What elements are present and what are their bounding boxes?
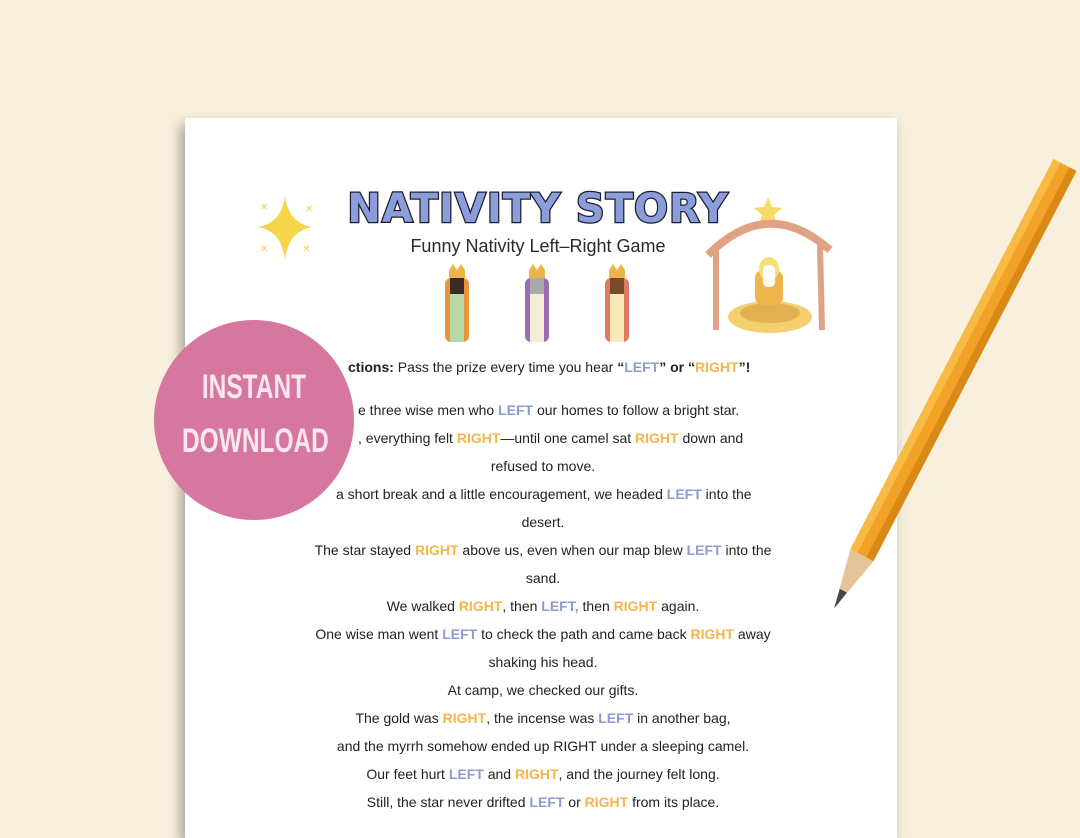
- story-line: [185, 794, 901, 810]
- text-segment: “: [617, 359, 625, 375]
- page-subtitle: Funny Nativity Left–Right Game: [410, 236, 666, 256]
- wise-man-1: [445, 264, 469, 342]
- text-segment: The star stayed: [314, 542, 415, 558]
- text-segment: Still, the star never drifted: [366, 794, 530, 810]
- left-keyword: LEFT,: [541, 598, 579, 614]
- text-segment: One wise man went: [315, 626, 443, 642]
- text-segment: ”!: [738, 359, 751, 375]
- text-segment: e three wise men who: [358, 402, 499, 418]
- story-line: [185, 654, 901, 670]
- text-segment: At camp, we checked our gifts.: [447, 682, 639, 698]
- story-line: [185, 570, 901, 586]
- story-line: [185, 682, 901, 698]
- right-keyword: RIGHT: [442, 710, 487, 726]
- right-keyword: RIGHT: [613, 598, 658, 614]
- story-line: [185, 598, 901, 614]
- manger-illustration: [700, 195, 840, 340]
- text-segment: , then: [502, 598, 542, 614]
- badge-line-2: DOWNLOAD: [182, 422, 329, 460]
- right-keyword: RIGHT: [635, 430, 679, 446]
- story-line: [185, 766, 901, 782]
- wise-man-2: [525, 264, 549, 342]
- story-line: [336, 486, 752, 502]
- badge-line-1: INSTANT: [201, 368, 307, 406]
- text-segment: a short break and a little encouragement, we headed: [336, 486, 667, 502]
- left-keyword: LEFT: [448, 766, 484, 782]
- page-title: NATIVITY STORY: [347, 186, 729, 232]
- text-segment: The gold was: [355, 710, 443, 726]
- text-segment: into the: [701, 486, 752, 502]
- text-segment: —until one camel sat: [500, 430, 636, 446]
- text-segment: refused to move.: [490, 458, 596, 474]
- text-segment: to check the path and came back: [477, 626, 691, 642]
- text-segment: ” or “: [659, 359, 695, 375]
- right-keyword: RIGHT: [456, 430, 501, 446]
- left-keyword: LEFT: [529, 794, 565, 810]
- story-line: [358, 430, 743, 446]
- wise-man-3: [605, 264, 629, 342]
- text-segment: and: [483, 766, 515, 782]
- svg-text:✕: ✕: [305, 204, 314, 215]
- right-keyword: RIGHT: [458, 598, 503, 614]
- text-segment: , the incense was: [486, 710, 599, 726]
- story-line: [185, 710, 901, 726]
- left-keyword: LEFT: [598, 710, 634, 726]
- text-segment: away: [734, 626, 771, 642]
- right-keyword: RIGHT: [584, 794, 629, 810]
- sparkle-star-icon: [250, 190, 320, 265]
- three-wise-men-illustration: [435, 262, 645, 344]
- svg-text:✕: ✕: [302, 244, 311, 255]
- text-segment: again.: [657, 598, 700, 614]
- text-segment: from its place.: [628, 794, 720, 810]
- right-keyword: RIGHT: [690, 626, 735, 642]
- story-line: [185, 738, 901, 754]
- text-segment: sand.: [525, 570, 561, 586]
- text-segment: Our feet hurt: [366, 766, 449, 782]
- text-segment: then: [578, 598, 614, 614]
- text-segment: shaking his head.: [488, 654, 598, 670]
- text-segment: , and the journey felt long.: [558, 766, 720, 782]
- text-segment: above us, even when our map blew: [458, 542, 687, 558]
- text-segment: down and: [678, 430, 744, 446]
- instant-download-badge: [154, 320, 354, 520]
- right-keyword: RIGHT: [414, 542, 459, 558]
- left-keyword: LEFT: [498, 402, 534, 418]
- text-segment: Pass the prize every time you hear: [393, 359, 618, 375]
- right-keyword: RIGHT: [514, 766, 559, 782]
- text-segment: in another bag,: [633, 710, 731, 726]
- story-line: [358, 402, 739, 418]
- directions-text: [348, 359, 750, 375]
- text-segment: our homes to follow a bright star.: [533, 402, 740, 418]
- text-segment: , everything felt: [358, 430, 457, 446]
- text-segment: or: [564, 794, 585, 810]
- story-line: [185, 626, 901, 642]
- left-keyword: LEFT: [686, 542, 722, 558]
- left-keyword: LEFT: [624, 359, 660, 375]
- right-keyword: RIGHT: [695, 359, 739, 375]
- story-line: [185, 514, 901, 530]
- pencil-illustration: [820, 150, 1080, 640]
- text-segment: into the: [721, 542, 772, 558]
- text-segment: We walked: [386, 598, 459, 614]
- text-segment: desert.: [521, 514, 565, 530]
- svg-text:✕: ✕: [260, 244, 269, 255]
- story-line: [185, 542, 901, 558]
- left-keyword: LEFT: [666, 486, 702, 502]
- left-keyword: LEFT: [442, 626, 478, 642]
- svg-text:✕: ✕: [260, 202, 269, 213]
- text-segment: ctions:: [348, 359, 394, 375]
- text-segment: and the myrrh somehow ended up RIGHT under a sleeping camel.: [336, 738, 750, 754]
